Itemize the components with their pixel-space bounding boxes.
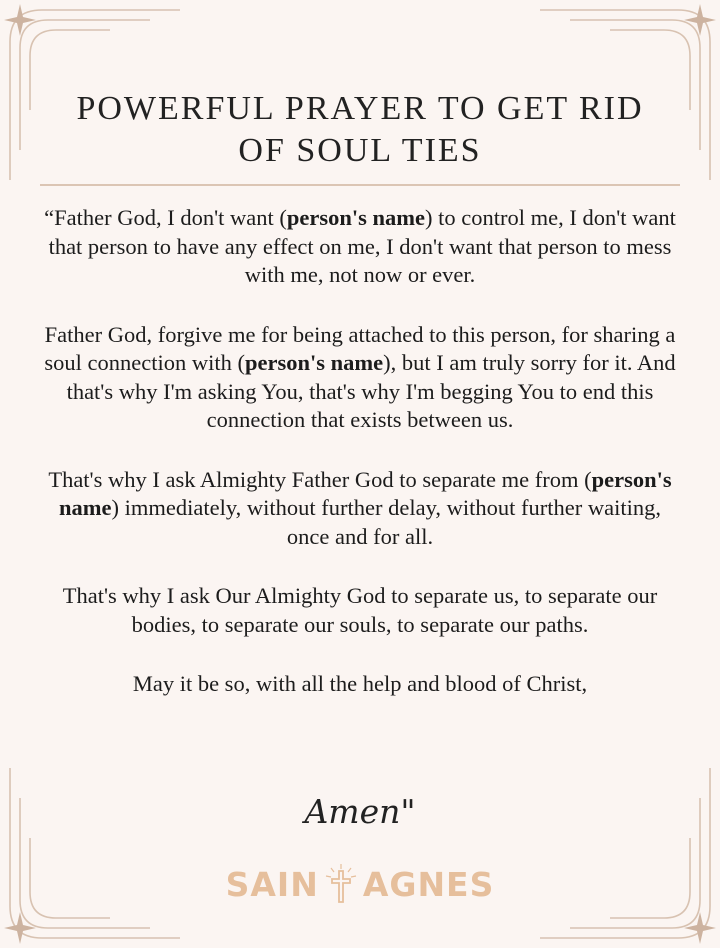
- corner-star-icon: [684, 912, 716, 944]
- prayer-closing-line: May it be so, with all the help and blood of Christ,: [132, 671, 588, 696]
- corner-star-icon: [684, 4, 716, 36]
- prayer-body: [40, 204, 680, 730]
- brand-text-left: SAIN: [225, 864, 319, 904]
- prayer-paragraph: That's why I ask Our Almighty God to separate us, to separate our bodies, to separate our souls, to separate our paths.: [62, 583, 658, 637]
- prayer-paragraph: Father God, forgive me for being attached to this person, for sharing a soul connection with (person's name), but I am truly sorry for it. And that's why I'm asking You, that's why I'm begging You to end this connection that exists between us.: [44, 321, 676, 432]
- placeholder-name: person's name: [59, 466, 672, 520]
- cross-icon: [323, 862, 359, 906]
- prayer-paragraph: “Father God, I don't want (person's name) to control me, I don't want that person to have any effect on me, I don't want that person to mess with me, not now or ever.: [44, 205, 676, 287]
- corner-star-icon: [4, 912, 36, 944]
- page-title: POWERFUL PRAYER TO GET RID OF SOUL TIES: [76, 90, 644, 169]
- prayer-paragraph: That's why I ask Almighty Father God to separate me from (person's name) immediately, without further delay, without further waiting, once and for all.: [48, 466, 672, 549]
- corner-star-icon: [4, 4, 36, 36]
- placeholder-name: person's name: [244, 350, 384, 375]
- placeholder-name: person's name: [286, 205, 425, 230]
- brand-text-right: AGNES: [362, 864, 495, 904]
- title-divider: [40, 184, 680, 186]
- brand-logo: [0, 862, 720, 906]
- amen-signature: Amen": [304, 792, 416, 831]
